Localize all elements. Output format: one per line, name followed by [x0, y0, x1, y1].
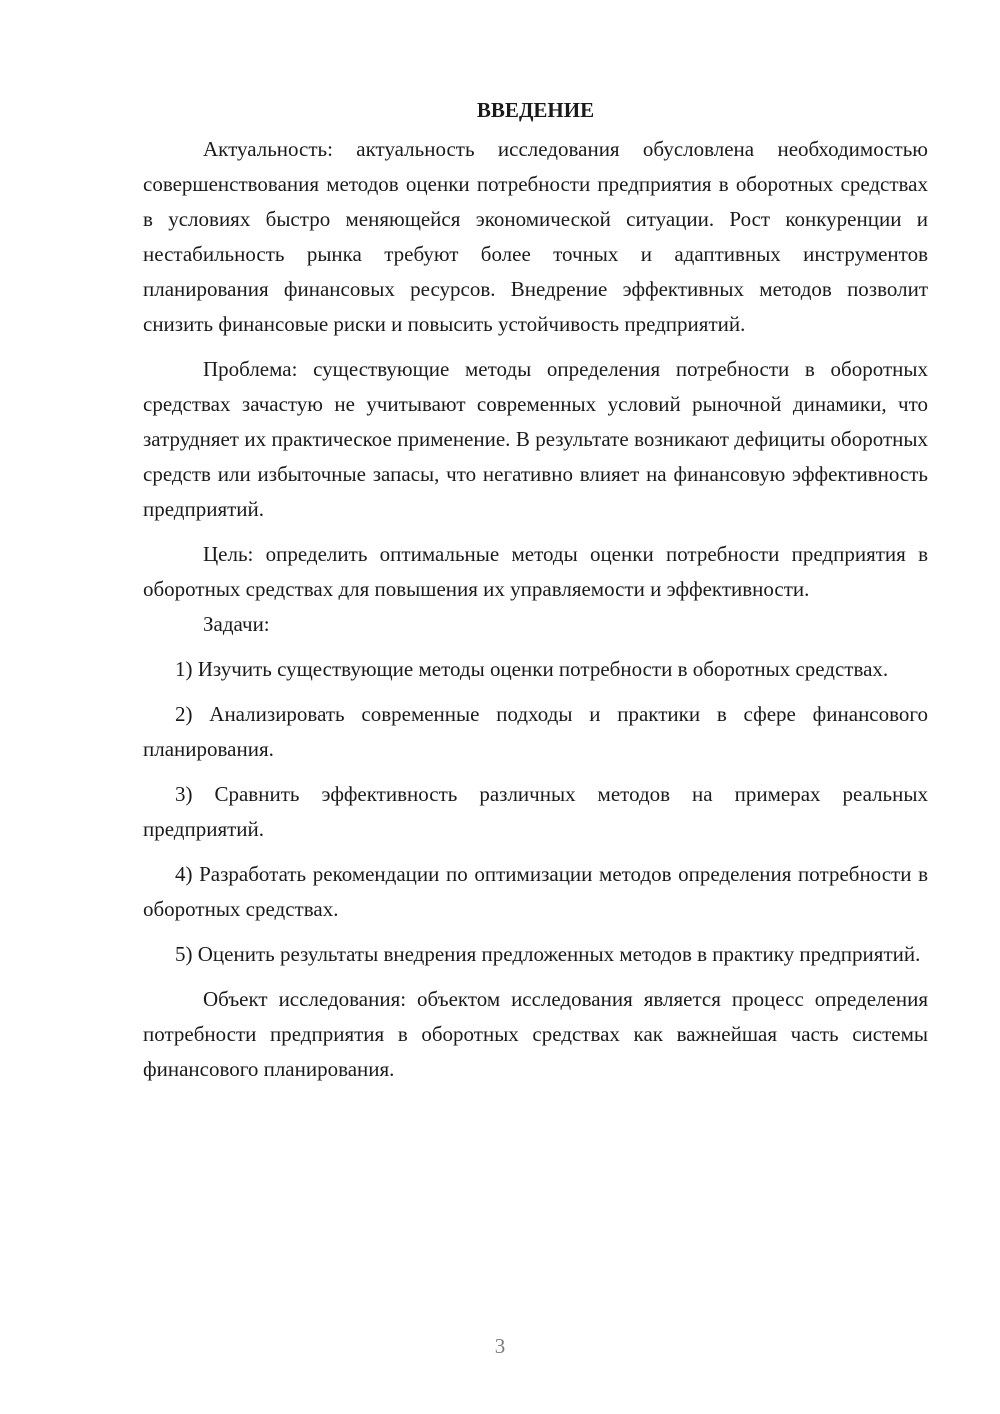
document-body: [143, 93, 928, 1087]
page-number: 3: [494, 1334, 506, 1358]
task-item: 4) Разработать рекомендации по оптимизации методов определения потребности в оборотных средствах.: [143, 862, 928, 921]
paragraph-object: Объект исследования: объектом исследования является процесс определения потребности предприятия в оборотных средствах как важнейшая часть системы финансового планирования.: [143, 987, 928, 1081]
tasks-heading: Задачи:: [203, 612, 270, 636]
paragraph-goal: Цель: определить оптимальные методы оценки потребности предприятия в оборотных средствах для повышения их управляемости и эффективности.: [143, 542, 928, 601]
task-item: 5) Оценить результаты внедрения предложенных методов в практику предприятий.: [175, 942, 921, 966]
paragraph-problem: Проблема: существующие методы определения потребности в оборотных средствах зачастую не учитывают современных условий рыночной динамики, что затрудняет их практическое применение. В результате возникают дефициты оборотных средств или избыточные запасы, что негативно влияет на финансовую эффективность предприятий.: [143, 357, 928, 521]
paragraph-relevance: Актуальность: актуальность исследования обусловлена необходимостью совершенствования методов оценки потребности предприятия в оборотных средствах в условиях быстро меняющейся экономической ситуации. Рост конкуренции и нестабильность рынка требуют более точных и адаптивных инструментов планирования финансовых ресурсов. Внедрение эффективных методов позволит снизить финансовые риски и повысить устойчивость предприятий.: [143, 137, 928, 336]
task-item: 3) Сравнить эффективность различных методов на примерах реальных предприятий.: [143, 782, 928, 841]
tasks-list: [143, 652, 928, 972]
task-item: 2) Анализировать современные подходы и практики в сфере финансового планирования.: [143, 702, 928, 761]
section-title: ВВЕДЕНИЕ: [476, 98, 595, 122]
task-item: 1) Изучить существующие методы оценки потребности в оборотных средствах.: [175, 657, 889, 681]
